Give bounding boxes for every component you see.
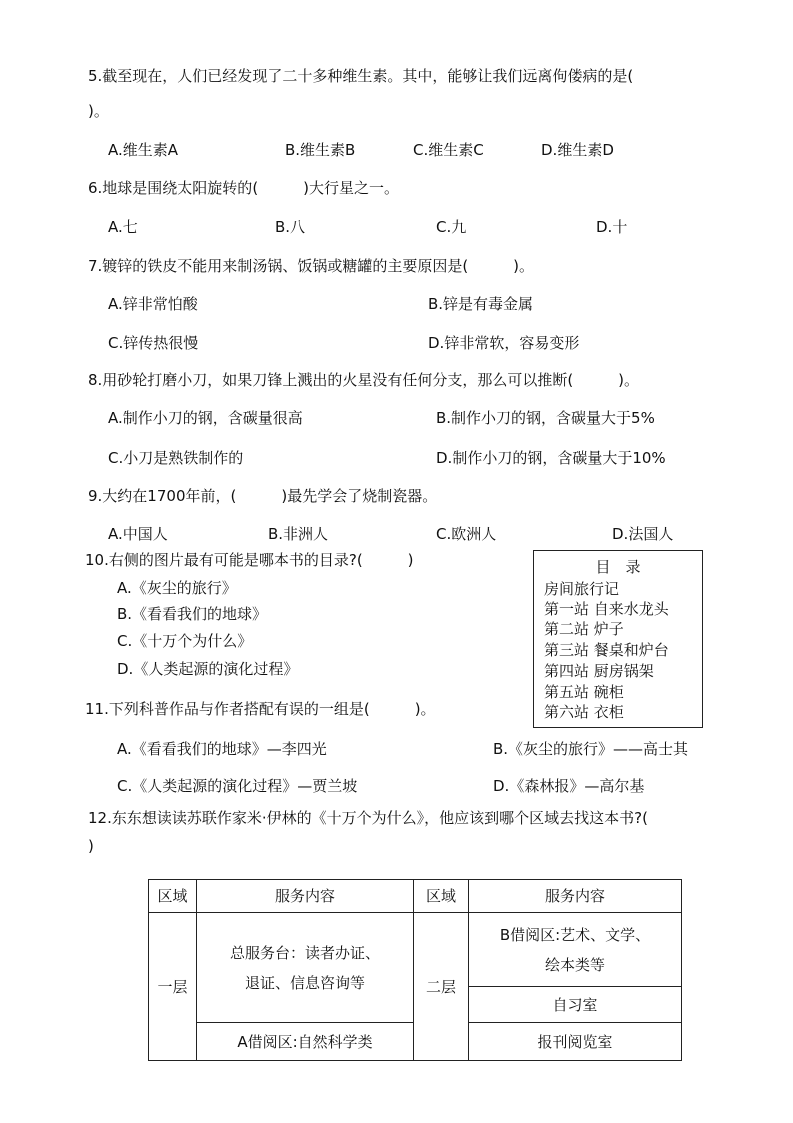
q8-option-d[interactable]: D.制作小刀的钢，含碳量大于10% <box>436 449 666 467</box>
q7-stem: 7.镀锌的铁皮不能用来制汤锅、饭锅或糖罐的主要原因是( )。 <box>88 257 535 275</box>
q11-option-c[interactable]: C.《人类起源的演化过程》—贾兰坡 <box>117 777 358 795</box>
q11-option-d[interactable]: D.《森林报》—高尔基 <box>493 777 645 795</box>
table-header-service: 服务内容 <box>197 880 414 913</box>
q10-option-a[interactable]: A.《灰尘的旅行》 <box>117 579 237 597</box>
toc-row: 第五站 碗柜 <box>544 683 624 701</box>
table-cell-study-room: 自习室 <box>469 987 682 1023</box>
q6-option-d[interactable]: D.十 <box>596 218 628 236</box>
zone-b-line: 绘本类等 <box>544 955 605 974</box>
q8-option-b[interactable]: B.制作小刀的钢，含碳量大于5% <box>436 409 655 427</box>
q5-option-b[interactable]: B.维生素B <box>285 141 356 159</box>
q5-stem: 5.截至现在，人们已经发现了二十多种维生素。其中，能够让我们远离佝偻病的是( <box>88 67 634 85</box>
q10-option-b[interactable]: B.《看看我们的地球》 <box>117 605 268 623</box>
table-cell-zone-a: A借阅区:自然科学类 <box>197 1023 414 1061</box>
library-service-table <box>148 879 682 1061</box>
zone-b-line: B借阅区:艺术、文学、 <box>499 925 651 944</box>
toc-title: 目 录 <box>595 558 641 576</box>
service-desk-line: 总服务台：读者办证、 <box>229 943 380 962</box>
table-of-contents-box <box>533 550 703 728</box>
toc-row: 房间旅行记 <box>544 580 620 598</box>
q9-option-d[interactable]: D.法国人 <box>612 525 674 543</box>
q5-option-d[interactable]: D.维生素D <box>541 141 614 159</box>
q9-option-a[interactable]: A.中国人 <box>108 525 168 543</box>
q7-option-c[interactable]: C.锌传热很慢 <box>108 334 199 352</box>
q6-option-a[interactable]: A.七 <box>108 218 138 236</box>
q9-stem: 9.大约在1700年前，( )最先学会了烧制瓷器。 <box>88 487 438 505</box>
q8-stem: 8.用砂轮打磨小刀，如果刀锋上溅出的火星没有任何分支，那么可以推断( )。 <box>88 371 640 389</box>
q10-option-c[interactable]: C.《十万个为什么》 <box>117 632 253 650</box>
q5-option-c[interactable]: C.维生素C <box>413 141 484 159</box>
q7-option-d[interactable]: D.锌非常软，容易变形 <box>428 334 580 352</box>
toc-row: 第二站 炉子 <box>544 620 624 638</box>
q11-stem: 11.下列科普作品与作者搭配有误的一组是( )。 <box>85 700 436 718</box>
q6-option-c[interactable]: C.九 <box>436 218 467 236</box>
q11-option-b[interactable]: B.《灰尘的旅行》——高士其 <box>493 740 689 758</box>
q6-stem: 6.地球是围绕太阳旋转的( )大行星之一。 <box>88 179 400 197</box>
q5-stem-cont: )。 <box>88 102 109 120</box>
q12-stem: 12.东东想读读苏联作家米·伊林的《十万个为什么》，他应该到哪个区域去找这本书?( <box>88 809 648 827</box>
q7-option-a[interactable]: A.锌非常怕酸 <box>108 295 198 313</box>
toc-row: 第四站 厨房锅架 <box>544 662 654 680</box>
q9-option-c[interactable]: C.欧洲人 <box>436 525 497 543</box>
q5-option-a[interactable]: A.维生素A <box>108 141 179 159</box>
table-header-area: 区域 <box>149 880 197 913</box>
table-cell-newspaper-room: 报刊阅览室 <box>469 1023 682 1061</box>
q9-option-b[interactable]: B.非洲人 <box>268 525 329 543</box>
q7-option-b[interactable]: B.锌是有毒金属 <box>428 295 534 313</box>
q11-option-a[interactable]: A.《看看我们的地球》—李四光 <box>117 740 327 758</box>
toc-row: 第六站 衣柜 <box>544 703 624 721</box>
q6-option-b[interactable]: B.八 <box>275 218 306 236</box>
table-header-area: 区域 <box>414 880 469 913</box>
q10-stem: 10.右侧的图片最有可能是哪本书的目录?( ) <box>85 551 414 569</box>
table-cell-floor-2: 二层 <box>414 913 469 1061</box>
q8-option-c[interactable]: C.小刀是熟铁制作的 <box>108 449 244 467</box>
table-header-service: 服务内容 <box>469 880 682 913</box>
table-cell-floor-1: 一层 <box>149 913 197 1061</box>
toc-row: 第一站 自来水龙头 <box>544 600 669 618</box>
q8-option-a[interactable]: A.制作小刀的钢，含碳量很高 <box>108 409 303 427</box>
toc-row: 第三站 餐桌和炉台 <box>544 641 669 659</box>
service-desk-line: 退证、信息咨询等 <box>244 973 365 992</box>
q12-stem-cont: ) <box>88 837 94 855</box>
table-cell-zone-b <box>469 913 682 987</box>
table-cell-service-desk <box>197 913 414 1023</box>
q10-option-d[interactable]: D.《人类起源的演化过程》 <box>117 660 299 678</box>
